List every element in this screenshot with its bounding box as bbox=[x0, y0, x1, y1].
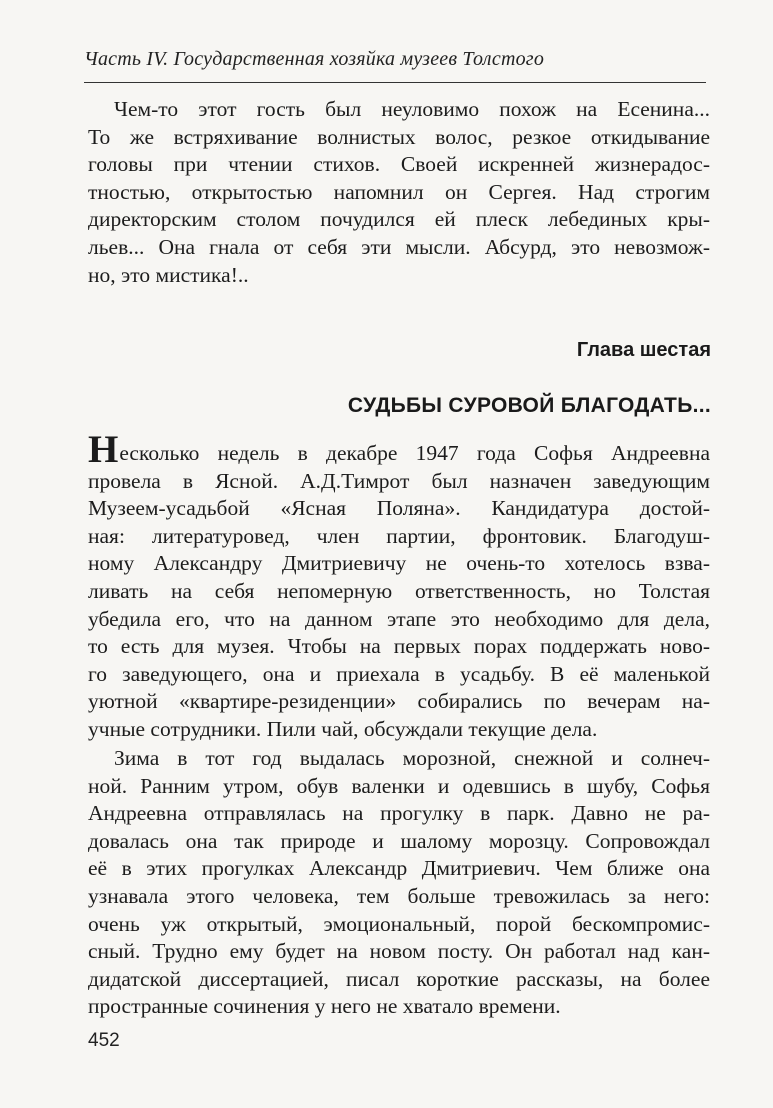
text-line: но, это мистика!.. bbox=[88, 262, 249, 287]
text-line: Зима в тот год выдалась морозной, снежной и солнеч- bbox=[114, 746, 710, 770]
text-line: Андреевна отправлялась на прогулку в парк. Давно не ра- bbox=[88, 801, 710, 826]
drop-cap: Н bbox=[88, 428, 119, 471]
text-line: головы при чтении стихов. Своей искренней жизнерадос- bbox=[88, 152, 710, 177]
running-head: Часть IV. Государственная хозяйка музеев Толстого bbox=[84, 48, 545, 70]
text-line: пространные сочинения у него не хватало времени. bbox=[88, 994, 561, 1019]
paragraph-3 bbox=[88, 745, 710, 1021]
text-line: её в этих прогулках Александр Дмитриевич. Чем ближе она bbox=[88, 856, 710, 881]
text-line: ная: литературовед, член партии, фронтовик. Благодуш- bbox=[88, 523, 710, 548]
text-line: сный. Трудно ему будет на новом посту. Он работал над кан- bbox=[88, 939, 710, 964]
text-line: довалась она так природе и шалому морозцу. Сопровождал bbox=[88, 828, 710, 853]
text-line: Музеем-усадьбой «Ясная Поляна». Кандидатура достой- bbox=[88, 496, 710, 521]
text-line: провела в Ясной. А.Д.Тимрот был назначен заведующим bbox=[88, 468, 710, 493]
text-line: То же встряхивание волнистых волос, резкое откидывание bbox=[88, 124, 710, 149]
text-line: узнавала этого человека, тем больше тревожилась за него: bbox=[88, 883, 710, 908]
text-line: Чем-то этот гость был неуловимо похож на Есенина... bbox=[114, 97, 710, 121]
page-number: 452 bbox=[88, 1030, 120, 1051]
text-line: тностью, открытостью напомнил он Сергея. Над строгим bbox=[88, 179, 710, 204]
paragraph-2 bbox=[88, 428, 710, 744]
text-line: учные сотрудники. Пили чай, обсуждали текущие дела. bbox=[88, 716, 598, 741]
text-line: льев... Она гнала от себя эти мысли. Абсурд, это невозмож- bbox=[88, 234, 710, 259]
text-line: убедила его, что на данном этапе это необходимо для дела, bbox=[88, 606, 710, 631]
text-line: дидатской диссертацией, писал короткие рассказы, на более bbox=[88, 966, 710, 991]
first-line-text: есколько недель в декабре 1947 года Софья Андреевна bbox=[119, 441, 710, 465]
text-line: го заведующего, она и приехала в усадьбу. В её маленькой bbox=[88, 661, 710, 686]
text-line: уютной «квартире-резиденции» собирались по вечерам на- bbox=[88, 689, 710, 714]
text-line: ному Александру Дмитриевичу не очень-то хотелось взва- bbox=[88, 551, 710, 576]
text-line: ливать на себя непомерную ответственность, но Толстая bbox=[88, 578, 710, 603]
chapter-label: Глава шестая bbox=[576, 339, 711, 361]
text-line: очень уж открытый, эмоциональный, порой бескомпромис- bbox=[88, 911, 710, 936]
text-line-first bbox=[88, 428, 710, 471]
header-rule bbox=[84, 82, 706, 83]
paragraph-1 bbox=[88, 96, 710, 289]
text-line: ной. Ранним утром, обув валенки и одевшись в шубу, Софья bbox=[88, 773, 710, 798]
text-line: то есть для музея. Чтобы на первых порах поддержать ново- bbox=[88, 634, 710, 659]
text-line: директорским столом почудился ей плеск лебединых кры- bbox=[88, 207, 710, 232]
chapter-title: СУДЬБЫ СУРОВОЙ БЛАГОДАТЬ... bbox=[347, 394, 711, 417]
